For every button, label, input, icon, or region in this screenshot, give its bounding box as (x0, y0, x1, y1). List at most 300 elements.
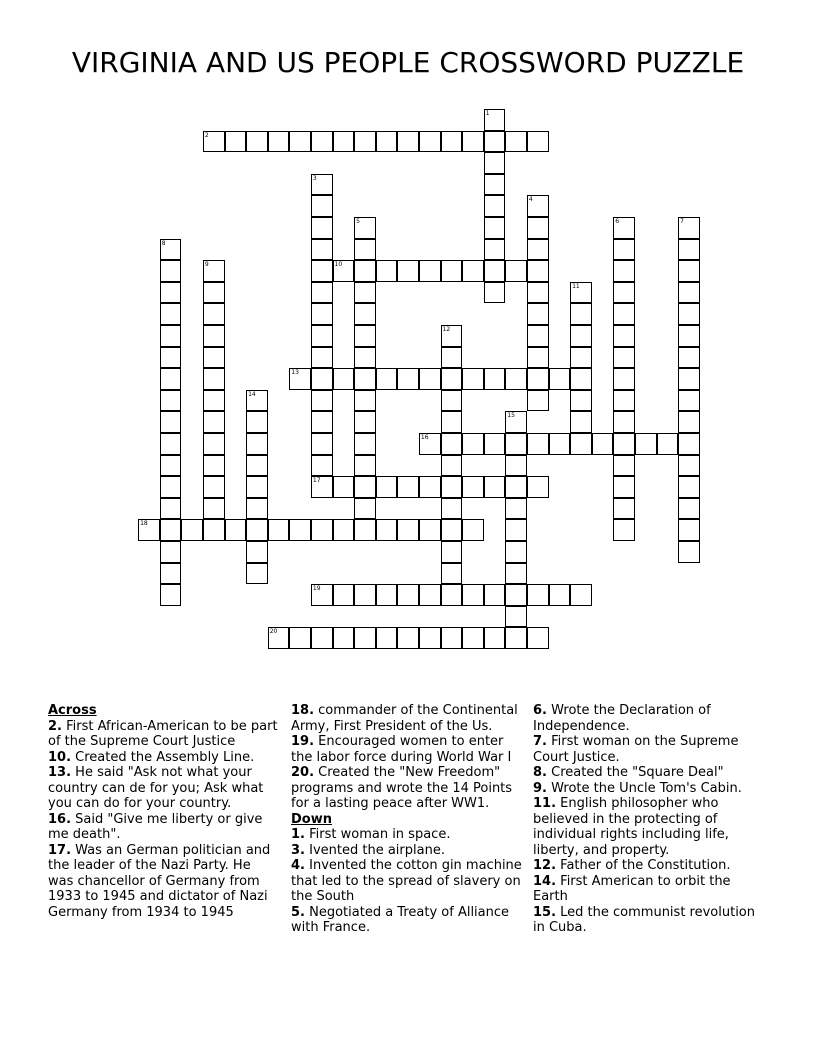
grid-cell[interactable] (505, 498, 527, 520)
clue-item-number: 2. (48, 718, 62, 734)
clue-item-number: 5. (291, 904, 305, 920)
grid-cell[interactable] (333, 260, 355, 282)
grid-cell[interactable] (613, 303, 635, 325)
grid-cell[interactable] (289, 627, 311, 649)
grid-cell[interactable] (484, 476, 506, 498)
grid-cell[interactable] (138, 519, 160, 541)
grid-cell[interactable] (484, 260, 506, 282)
grid-cell[interactable] (311, 325, 333, 347)
grid-cell[interactable] (289, 368, 311, 390)
grid-cell[interactable] (441, 368, 463, 390)
grid-cell[interactable] (397, 476, 419, 498)
grid-cell[interactable] (527, 347, 549, 369)
grid-cell[interactable] (333, 519, 355, 541)
grid-cell[interactable] (160, 433, 182, 455)
clue-item (291, 905, 523, 936)
grid-cell[interactable] (441, 563, 463, 585)
grid-cell[interactable] (441, 476, 463, 498)
grid-cell[interactable] (527, 627, 549, 649)
grid-cell[interactable] (592, 433, 614, 455)
grid-cell[interactable] (657, 433, 679, 455)
clue-item (533, 858, 765, 874)
grid-cell[interactable] (376, 627, 398, 649)
grid-cell[interactable] (289, 131, 311, 153)
grid-cell[interactable] (527, 195, 549, 217)
grid-cell[interactable] (311, 239, 333, 261)
grid-cell[interactable] (527, 325, 549, 347)
grid-cell[interactable] (484, 174, 506, 196)
grid-cell[interactable] (527, 260, 549, 282)
grid-cell[interactable] (505, 260, 527, 282)
grid-cell[interactable] (397, 131, 419, 153)
clue-item-number: 12. (533, 858, 557, 873)
clues-column-1 (48, 703, 280, 920)
grid-cell[interactable] (484, 239, 506, 261)
grid-cell[interactable] (462, 433, 484, 455)
grid-cell[interactable] (462, 131, 484, 153)
grid-cell[interactable] (635, 433, 657, 455)
grid-cell[interactable] (419, 131, 441, 153)
grid-cell[interactable] (484, 195, 506, 217)
grid-cell[interactable] (397, 368, 419, 390)
grid-cell[interactable] (311, 390, 333, 412)
grid-cell[interactable] (354, 282, 376, 304)
grid-cell[interactable] (354, 325, 376, 347)
grid-cell[interactable] (678, 541, 700, 563)
clues-column-3 (533, 703, 765, 936)
clue-item-text: Created the "Square Deal" (546, 765, 724, 780)
grid-cell[interactable] (678, 347, 700, 369)
grid-cell[interactable] (613, 433, 635, 455)
grid-cell[interactable] (246, 498, 268, 520)
clue-item (291, 703, 523, 734)
clue-number: 4 (528, 196, 533, 204)
clue-item (291, 827, 523, 843)
grid-cell[interactable] (160, 325, 182, 347)
grid-cell[interactable] (678, 239, 700, 261)
grid-cell[interactable] (311, 433, 333, 455)
clue-item-text: First American to orbit the Earth (533, 873, 731, 904)
grid-cell[interactable] (505, 411, 527, 433)
grid-cell[interactable] (419, 260, 441, 282)
clue-item (533, 796, 765, 858)
grid-cell[interactable] (246, 563, 268, 585)
grid-cell[interactable] (311, 303, 333, 325)
grid-cell[interactable] (311, 174, 333, 196)
grid-cell[interactable] (203, 131, 225, 153)
grid-cell[interactable] (376, 368, 398, 390)
grid-cell[interactable] (613, 282, 635, 304)
grid-cell[interactable] (484, 109, 506, 131)
clue-number: 12 (442, 326, 451, 333)
grid-cell[interactable] (203, 411, 225, 433)
grid-cell[interactable] (203, 347, 225, 369)
clue-number: 10 (334, 261, 343, 269)
grid-cell[interactable] (419, 368, 441, 390)
grid-cell[interactable] (354, 390, 376, 412)
grid-cell[interactable] (484, 584, 506, 606)
clue-number: 8 (161, 239, 166, 247)
page-title: VIRGINIA AND US PEOPLE CROSSWORD PUZZLE (71, 46, 745, 79)
grid-cell[interactable] (527, 131, 549, 153)
grid-cell[interactable] (613, 519, 635, 541)
grid-cell[interactable] (678, 455, 700, 477)
grid-cell[interactable] (505, 519, 527, 541)
grid-cell[interactable] (462, 476, 484, 498)
grid-cell[interactable] (505, 131, 527, 153)
grid-cell[interactable] (203, 325, 225, 347)
grid-cell[interactable] (527, 217, 549, 239)
clue-item-text: Created the Assembly Line. (71, 749, 255, 765)
grid-cell[interactable] (484, 131, 506, 153)
grid-cell[interactable] (225, 519, 247, 541)
clue-item-text: Said "Give me liberty or give me death". (48, 811, 263, 842)
clue-number: 9 (204, 261, 209, 269)
clue-item (291, 765, 523, 812)
grid-cell[interactable] (268, 131, 290, 153)
grid-cell[interactable] (678, 325, 700, 347)
grid-cell[interactable] (484, 368, 506, 390)
grid-cell[interactable] (311, 519, 333, 541)
grid-cell[interactable] (160, 563, 182, 585)
grid-cell[interactable] (289, 519, 311, 541)
grid-cell[interactable] (333, 627, 355, 649)
grid-cell[interactable] (570, 347, 592, 369)
grid-cell[interactable] (570, 325, 592, 347)
grid-cell[interactable] (376, 131, 398, 153)
grid-cell[interactable] (484, 433, 506, 455)
grid-cell[interactable] (505, 433, 527, 455)
grid-cell[interactable] (613, 325, 635, 347)
grid-cell[interactable] (160, 260, 182, 282)
grid-cell[interactable] (678, 498, 700, 520)
grid-cell[interactable] (354, 303, 376, 325)
grid-cell[interactable] (397, 627, 419, 649)
grid-cell[interactable] (570, 282, 592, 304)
grid-cell[interactable] (441, 325, 463, 347)
clue-item (291, 734, 523, 765)
grid-cell[interactable] (160, 498, 182, 520)
grid-cell[interactable] (678, 368, 700, 390)
clue-number: 2 (204, 131, 209, 139)
clue-item-number: 13. (48, 765, 72, 780)
clue-item-text: Negotiated a Treaty of Alliance with France. (291, 904, 510, 935)
grid-cell[interactable] (311, 368, 333, 390)
grid-cell[interactable] (419, 584, 441, 606)
clue-number: 5 (356, 218, 360, 225)
grid-cell[interactable] (203, 368, 225, 390)
grid-cell[interactable] (203, 303, 225, 325)
grid-cell[interactable] (203, 455, 225, 477)
grid-cell[interactable] (570, 411, 592, 433)
grid-cell[interactable] (613, 260, 635, 282)
grid-cell[interactable] (354, 131, 376, 153)
grid-cell[interactable] (527, 390, 549, 412)
grid-cell[interactable] (527, 433, 549, 455)
grid-cell[interactable] (505, 455, 527, 477)
grid-cell[interactable] (354, 627, 376, 649)
grid-cell[interactable] (376, 260, 398, 282)
grid-cell[interactable] (441, 519, 463, 541)
clue-number: 20 (269, 628, 278, 636)
grid-cell[interactable] (441, 455, 463, 477)
grid-cell[interactable] (354, 217, 376, 239)
grid-cell[interactable] (311, 455, 333, 477)
clue-item-text: commander of the Continental Army, First President of the Us. (291, 703, 518, 734)
clue-item (291, 858, 523, 905)
grid-cell[interactable] (613, 476, 635, 498)
grid-cell[interactable] (441, 541, 463, 563)
grid-cell[interactable] (462, 368, 484, 390)
clue-number: 16 (420, 434, 429, 441)
grid-cell[interactable] (225, 131, 247, 153)
grid-cell[interactable] (354, 584, 376, 606)
grid-cell[interactable] (376, 519, 398, 541)
grid-cell[interactable] (376, 476, 398, 498)
grid-cell[interactable] (311, 476, 333, 498)
grid-cell[interactable] (354, 498, 376, 520)
grid-cell[interactable] (203, 519, 225, 541)
grid-cell[interactable] (441, 411, 463, 433)
grid-cell[interactable] (354, 411, 376, 433)
grid-cell[interactable] (311, 260, 333, 282)
grid-cell[interactable] (441, 627, 463, 649)
grid-cell[interactable] (505, 606, 527, 628)
grid-cell[interactable] (160, 303, 182, 325)
clue-item-number: 14. (533, 873, 557, 889)
grid-cell[interactable] (570, 433, 592, 455)
grid-cell[interactable] (419, 627, 441, 649)
clue-number: 17 (312, 477, 321, 485)
clue-item (533, 734, 765, 765)
clue-item-text: Created the "New Freedom" programs and wrote the 14 Points for a lasting peace after WW1. (291, 765, 513, 811)
grid-cell[interactable] (484, 282, 506, 304)
grid-cell[interactable] (613, 239, 635, 261)
grid-cell[interactable] (160, 455, 182, 477)
grid-cell[interactable] (333, 368, 355, 390)
grid-cell[interactable] (160, 519, 182, 541)
grid-cell[interactable] (160, 282, 182, 304)
clue-number: 19 (312, 585, 321, 593)
clue-number: 3 (312, 174, 317, 182)
grid-cell[interactable] (527, 282, 549, 304)
grid-cell[interactable] (246, 390, 268, 412)
grid-cell[interactable] (570, 368, 592, 390)
clue-item-number: 3. (291, 842, 305, 858)
grid-cell[interactable] (311, 282, 333, 304)
grid-cell[interactable] (160, 239, 182, 261)
grid-cell[interactable] (311, 411, 333, 433)
grid-cell[interactable] (441, 347, 463, 369)
grid-cell[interactable] (570, 303, 592, 325)
grid-cell[interactable] (613, 347, 635, 369)
grid-cell[interactable] (160, 347, 182, 369)
grid-cell[interactable] (613, 411, 635, 433)
clue-item-number: 16. (48, 811, 72, 827)
grid-cell[interactable] (311, 217, 333, 239)
grid-cell[interactable] (397, 519, 419, 541)
grid-cell[interactable] (203, 433, 225, 455)
grid-cell[interactable] (333, 131, 355, 153)
grid-cell[interactable] (613, 368, 635, 390)
grid-cell[interactable] (678, 433, 700, 455)
grid-cell[interactable] (246, 131, 268, 153)
grid-cell[interactable] (203, 498, 225, 520)
grid-cell[interactable] (441, 498, 463, 520)
grid-cell[interactable] (354, 433, 376, 455)
clue-item-number: 10. (48, 749, 72, 765)
clue-item-text: Encouraged women to enter the labor force during World War I (291, 734, 512, 765)
grid-cell[interactable] (376, 584, 398, 606)
clue-number: 1 (485, 110, 490, 117)
grid-cell[interactable] (678, 303, 700, 325)
clue-number: 15 (507, 412, 515, 420)
grid-cell[interactable] (678, 282, 700, 304)
clue-item (533, 781, 765, 797)
grid-cell[interactable] (549, 584, 571, 606)
grid-cell[interactable] (333, 476, 355, 498)
clue-item-text: Invented the cotton gin machine that led to the spread of slavery on the South (291, 858, 522, 904)
grid-cell[interactable] (484, 152, 506, 174)
grid-cell[interactable] (397, 260, 419, 282)
clue-item (48, 765, 280, 812)
grid-cell[interactable] (613, 455, 635, 477)
clue-item (533, 905, 765, 936)
grid-cell[interactable] (678, 217, 700, 239)
grid-cell[interactable] (160, 476, 182, 498)
clue-section-header: Down (291, 811, 332, 827)
clue-number: 6 (615, 218, 620, 225)
grid-cell[interactable] (268, 519, 290, 541)
grid-cell[interactable] (160, 541, 182, 563)
grid-cell[interactable] (354, 260, 376, 282)
grid-cell[interactable] (613, 498, 635, 520)
grid-cell[interactable] (505, 476, 527, 498)
clue-item-number: 15. (533, 904, 557, 920)
grid-cell[interactable] (246, 433, 268, 455)
grid-cell[interactable] (678, 260, 700, 282)
grid-cell[interactable] (549, 433, 571, 455)
grid-cell[interactable] (570, 584, 592, 606)
grid-cell[interactable] (527, 368, 549, 390)
clue-item-text: First woman in space. (304, 827, 451, 842)
grid-cell[interactable] (311, 347, 333, 369)
grid-cell[interactable] (354, 368, 376, 390)
grid-cell[interactable] (354, 239, 376, 261)
clue-number: 13 (291, 369, 299, 377)
grid-cell[interactable] (441, 584, 463, 606)
clue-item-text: First African-American to be part of the Supreme Court Justice (48, 718, 278, 749)
grid-cell[interactable] (505, 541, 527, 563)
grid-cell[interactable] (160, 390, 182, 412)
clue-item-number: 20. (291, 765, 315, 780)
grid-cell[interactable] (311, 627, 333, 649)
grid-cell[interactable] (160, 411, 182, 433)
grid-cell[interactable] (462, 584, 484, 606)
clue-number: 18 (140, 520, 148, 528)
clue-item-text: Father of the Constitution. (556, 858, 731, 873)
grid-cell[interactable] (484, 217, 506, 239)
grid-cell[interactable] (333, 584, 355, 606)
grid-cell[interactable] (527, 303, 549, 325)
grid-cell[interactable] (181, 519, 203, 541)
clue-item-number: 7. (533, 734, 547, 749)
grid-cell[interactable] (441, 260, 463, 282)
grid-cell[interactable] (246, 455, 268, 477)
grid-cell[interactable] (246, 411, 268, 433)
grid-cell[interactable] (505, 368, 527, 390)
grid-cell[interactable] (419, 476, 441, 498)
clue-item-number: 18. (291, 703, 315, 718)
grid-cell[interactable] (311, 195, 333, 217)
grid-cell[interactable] (311, 131, 333, 153)
clue-item-text: Wrote the Declaration of Independence. (533, 703, 711, 734)
grid-cell[interactable] (354, 455, 376, 477)
grid-cell[interactable] (203, 476, 225, 498)
clues-column-2 (291, 703, 523, 936)
clue-item-text: Wrote the Uncle Tom's Cabin. (546, 780, 742, 796)
clue-item-text: Ivented the airplane. (304, 842, 445, 858)
grid-cell[interactable] (311, 584, 333, 606)
grid-cell[interactable] (678, 411, 700, 433)
grid-cell[interactable] (570, 390, 592, 412)
grid-cell[interactable] (505, 563, 527, 585)
grid-cell[interactable] (246, 519, 268, 541)
clue-item (533, 765, 765, 781)
grid-cell[interactable] (203, 260, 225, 282)
grid-cell[interactable] (354, 476, 376, 498)
grid-cell[interactable] (678, 476, 700, 498)
grid-cell[interactable] (160, 368, 182, 390)
grid-cell[interactable] (354, 519, 376, 541)
grid-cell[interactable] (268, 627, 290, 649)
grid-cell[interactable] (549, 368, 571, 390)
grid-cell[interactable] (527, 239, 549, 261)
grid-cell[interactable] (419, 433, 441, 455)
grid-cell[interactable] (462, 627, 484, 649)
grid-cell[interactable] (678, 519, 700, 541)
grid-cell[interactable] (441, 390, 463, 412)
grid-cell[interactable] (505, 584, 527, 606)
clue-item-number: 8. (533, 765, 547, 780)
clue-number: 14 (248, 390, 256, 398)
grid-cell[interactable] (613, 217, 635, 239)
grid-cell[interactable] (441, 433, 463, 455)
grid-cell[interactable] (203, 282, 225, 304)
clue-item-number: 17. (48, 842, 72, 858)
grid-cell[interactable] (462, 519, 484, 541)
grid-cell[interactable] (160, 584, 182, 606)
grid-cell[interactable] (203, 390, 225, 412)
grid-cell[interactable] (484, 627, 506, 649)
clue-number: 11 (572, 282, 580, 290)
grid-cell[interactable] (246, 476, 268, 498)
grid-cell[interactable] (419, 519, 441, 541)
grid-cell[interactable] (441, 131, 463, 153)
grid-cell[interactable] (246, 541, 268, 563)
clue-section-header: Across (48, 703, 97, 718)
grid-cell[interactable] (354, 347, 376, 369)
grid-cell[interactable] (397, 584, 419, 606)
grid-cell[interactable] (462, 260, 484, 282)
clue-item-text: English philosopher who believed in the protecting of individual rights including life, liberty, and property. (533, 796, 729, 858)
grid-cell[interactable] (678, 390, 700, 412)
grid-cell[interactable] (527, 476, 549, 498)
clue-item (48, 750, 280, 766)
grid-cell[interactable] (613, 390, 635, 412)
grid-cell[interactable] (527, 584, 549, 606)
grid-cell[interactable] (505, 627, 527, 649)
